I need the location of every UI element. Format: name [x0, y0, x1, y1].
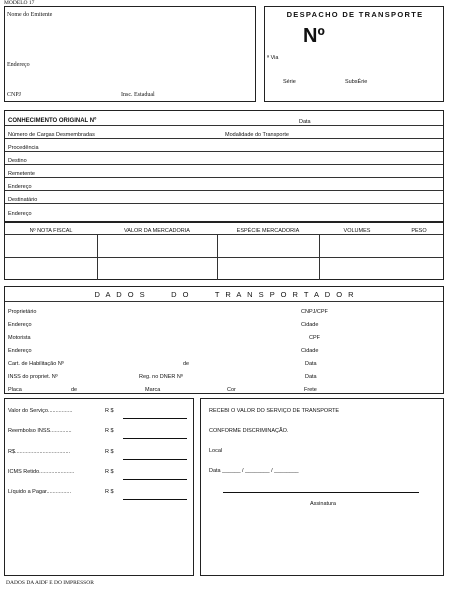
numero-cargas-label: Número de Cargas Desmembradas	[8, 132, 95, 138]
despacho-box	[264, 6, 444, 102]
destino-label: Destino	[8, 158, 27, 164]
cart-habilitacao-label: Cart. de Habilitação Nº	[8, 361, 64, 367]
reembolso-inss-currency: R $	[105, 428, 114, 434]
assinatura-label: Assinatura	[310, 501, 336, 507]
cidade1-label: Cidade	[301, 322, 319, 328]
goods-table	[4, 222, 444, 280]
recibo-line1: RECEBI O VALOR DO SERVIÇO DE TRANSPORTE	[209, 408, 340, 414]
cnpj-cpf-label: CNPJ/CPF	[301, 309, 328, 315]
signature-line	[223, 492, 419, 493]
recibo-data-label: Data ______ / ________ / ________	[209, 468, 299, 474]
placa-de-label: de	[71, 387, 78, 393]
emitente-box	[4, 6, 256, 102]
recibo-line2: CONFORME DISCRIMINAÇÃO.	[209, 428, 289, 434]
goods-header-volumes: VOLUMES	[343, 228, 371, 234]
valores-box	[4, 398, 194, 576]
icms-retido-label: ICMS Retido.......................	[8, 469, 75, 475]
liquido-pagar-currency: R $	[105, 489, 114, 495]
frete-label: Frete	[304, 387, 317, 393]
rodape: DADOS DA AIDF E DO IMPRESSOR	[6, 580, 94, 586]
procedencia-label: Procedência	[8, 145, 39, 151]
proprietario-label: Proprietário	[8, 309, 37, 315]
transportador-endereco1-label: Endereço	[8, 322, 32, 328]
goods-header-especie: ESPÉCIE MERCADORIA	[236, 228, 300, 234]
cidade2-label: Cidade	[301, 348, 319, 354]
reembolso-inss-label: Reembolso INSS..............	[8, 428, 72, 434]
cor-label: Cor	[227, 387, 236, 393]
emitente-nome-label: Nome do Emitente	[7, 12, 53, 18]
data1-label: Data	[305, 361, 317, 367]
transportador-title: D A D O S D O T R A N S P O R T A D O R	[94, 290, 356, 299]
conhecimento-title: CONHECIMENTO ORIGINAL Nº	[8, 118, 97, 124]
marca-label: Marca	[145, 387, 161, 393]
despacho-numero: Nº	[303, 25, 325, 47]
endereco-remetente-label: Endereço	[8, 184, 32, 190]
emitente-insc-label: Insc. Estadual	[121, 92, 155, 98]
valor-servico-currency: R $	[105, 408, 114, 414]
goods-header-peso: PESO	[411, 228, 427, 234]
cpf-label: CPF	[309, 335, 320, 341]
liquido-pagar-label: Líquido a Pagar................	[8, 489, 71, 495]
despacho-via: ª Via	[267, 55, 279, 61]
model-label: MODELO 17	[4, 0, 35, 6]
recibo-local-label: Local	[209, 448, 223, 454]
despacho-serie: Série	[283, 79, 296, 85]
despacho-title: DESPACHO DE TRANSPORTE	[286, 10, 424, 19]
inss-label: INSS do propriet. Nº	[8, 374, 58, 380]
recibo-box	[200, 398, 444, 576]
motorista-label: Motorista	[8, 335, 31, 341]
habilitacao-de-label: de	[183, 361, 190, 367]
rs-label: R$....................................	[8, 449, 71, 455]
conhecimento-box	[4, 110, 444, 222]
remetente-label: Remetente	[8, 171, 35, 177]
emitente-endereco-label: Endereço	[7, 62, 30, 68]
despacho-subserie: SubsÉrie	[345, 79, 368, 85]
endereco-destinatario-label: Endereço	[8, 211, 32, 217]
transportador-box	[4, 286, 444, 394]
valor-servico-label: Valor do Serviço................	[8, 408, 73, 414]
rs-currency: R $	[105, 449, 114, 455]
goods-header-valor: VALOR DA MERCADORIA	[124, 228, 190, 234]
reg-dner-label: Reg. no DNER Nº	[139, 374, 183, 380]
transportador-endereco2-label: Endereço	[8, 348, 32, 354]
destinatario-label: Destinatário	[8, 197, 38, 203]
goods-header-nota: Nº NOTA FISCAL	[29, 228, 73, 234]
icms-retido-currency: R $	[105, 469, 114, 475]
emitente-cnpj-label: CNPJ	[7, 92, 22, 98]
conhecimento-data-label: Data	[299, 119, 311, 125]
data2-label: Data	[305, 374, 317, 380]
placa-label: Placa	[8, 387, 22, 393]
modalidade-label: Modalidade do Transporte	[225, 132, 289, 138]
